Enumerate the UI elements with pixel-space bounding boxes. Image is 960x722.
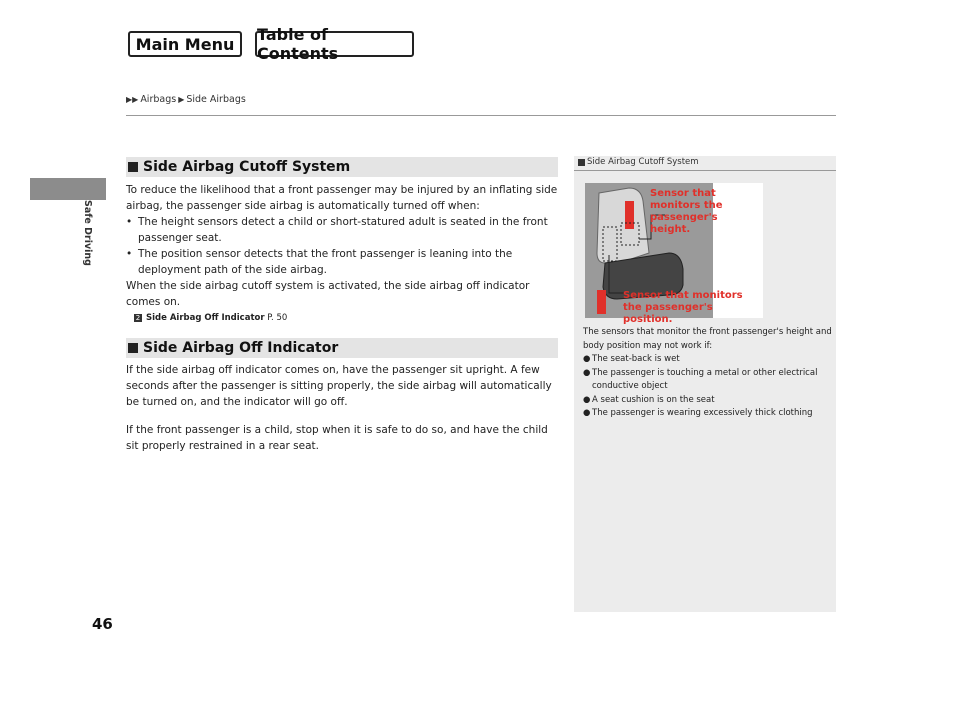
paragraph: If the front passenger is a child, stop when it is safe to do so, and have the child sit properly restrained in a rear seat.: [126, 424, 548, 452]
sidebar-note-title-text: Side Airbag Cutoff System: [587, 157, 699, 167]
paragraph: The sensors that monitor the front passenger's height and body position may not work if:: [583, 327, 832, 351]
bullet-icon: •: [126, 248, 133, 260]
sidebar-note-title: [578, 157, 699, 167]
reference-arrow-icon: 2: [135, 314, 141, 322]
main-menu-button[interactable]: Main Menu: [128, 31, 242, 57]
reference-page: P. 50: [267, 313, 288, 323]
bullet-icon: ●: [583, 408, 591, 418]
bullet-icon: ●: [583, 354, 591, 364]
list-item-text: A seat cushion is on the seat: [592, 394, 715, 405]
sidebar-note-divider: [574, 170, 836, 171]
breadcrumb-item-airbags[interactable]: Airbags: [140, 94, 177, 105]
height-sensor-caption: Sensor that monitors the passenger's height.: [650, 188, 723, 235]
section-body-off-indicator: [126, 362, 560, 454]
section-heading-off-indicator: [126, 338, 558, 358]
square-bullet-icon: [128, 343, 138, 353]
breadcrumb: [126, 94, 246, 105]
list-item-text: The position sensor detects that the front passenger is leaning into the deployment path of the side airbag.: [138, 248, 513, 276]
list-item-text: The passenger is wearing excessively thick clothing: [592, 408, 813, 418]
list-item: [126, 246, 560, 278]
list-item: [126, 214, 560, 246]
page-number: 46: [92, 615, 113, 633]
paragraph: When the side airbag cutoff system is activated, the side airbag off indicator comes on.: [126, 280, 530, 308]
chapter-label: Safe Driving: [82, 200, 93, 266]
note-icon: [578, 159, 585, 166]
section-title: Side Airbag Cutoff System: [143, 159, 351, 175]
chapter-tab: [30, 178, 106, 200]
cross-reference-link[interactable]: [134, 310, 560, 326]
bullet-icon: ●: [583, 367, 591, 378]
list-item: [583, 353, 833, 367]
list-item-text: The height sensors detect a child or short-statured adult is seated in the front passenger seat.: [138, 216, 548, 244]
bullet-icon: •: [126, 216, 133, 228]
breadcrumb-arrow-icon: ▶▶: [126, 95, 139, 104]
paragraph: If the side airbag off indicator comes on, have the passenger sit upright. A few seconds after the passenger is sitting properly, the side airbag will automatically be turned on, and the indicator will go off.: [126, 364, 552, 408]
breadcrumb-item-side-airbags[interactable]: Side Airbags: [186, 94, 246, 105]
header-divider: [126, 115, 836, 116]
table-of-contents-button[interactable]: Table of Contents: [255, 31, 414, 57]
reference-title[interactable]: Side Airbag Off Indicator: [146, 313, 265, 323]
list-item-text: The seat-back is wet: [592, 354, 680, 364]
square-bullet-icon: [128, 162, 138, 172]
section-title: Side Airbag Off Indicator: [143, 340, 339, 356]
paragraph: To reduce the likelihood that a front passenger may be injured by an inflating side airbag, the passenger side airbag is automatically turned off when:: [126, 184, 558, 212]
section-heading-cutoff-system: [126, 157, 558, 177]
breadcrumb-arrow-icon: ▶: [178, 95, 185, 104]
sidebar-note-body: [583, 326, 833, 421]
list-item-text: The passenger is touching a metal or other electrical conductive object: [592, 367, 818, 391]
list-item: [583, 407, 833, 421]
bullet-icon: ●: [583, 394, 591, 405]
list-item: [583, 367, 833, 394]
list-item: [583, 394, 833, 408]
position-sensor-caption: Sensor that monitors the passenger's position.: [623, 290, 743, 325]
section-body-cutoff-system: [126, 182, 560, 326]
